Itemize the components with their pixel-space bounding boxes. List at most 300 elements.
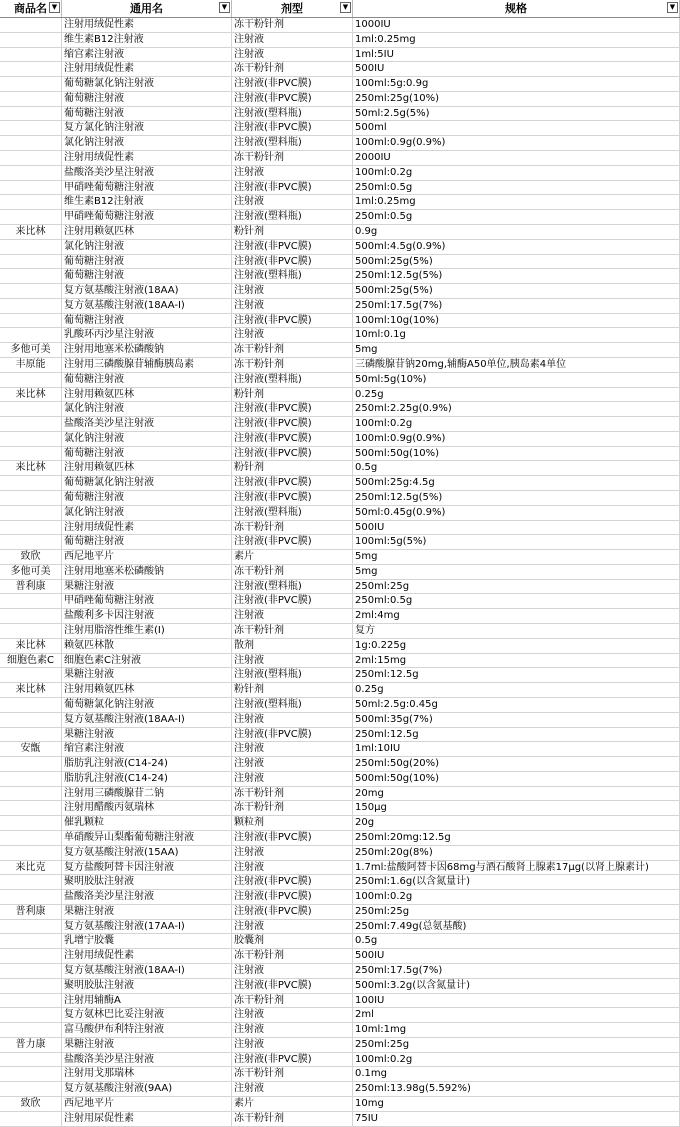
cell-specification[interactable]: 复方 bbox=[353, 624, 680, 639]
cell-specification[interactable]: 100ml:0.9g(0.9%) bbox=[353, 432, 680, 447]
cell-trade-name[interactable]: 普利康 bbox=[0, 905, 62, 920]
cell-generic-name[interactable]: 注射用三磷酸腺苷辅酶胰岛素 bbox=[62, 358, 232, 373]
cell-dosage-form[interactable]: 冻干粉针剂 bbox=[232, 343, 353, 358]
cell-trade-name[interactable] bbox=[0, 210, 62, 225]
cell-dosage-form[interactable]: 注射液 bbox=[232, 609, 353, 624]
cell-specification[interactable]: 2ml:4mg bbox=[353, 609, 680, 624]
cell-specification[interactable]: 0.1mg bbox=[353, 1067, 680, 1082]
cell-generic-name[interactable]: 单硝酸异山梨酯葡萄糖注射液 bbox=[62, 831, 232, 846]
cell-trade-name[interactable] bbox=[0, 299, 62, 314]
cell-generic-name[interactable]: 氯化钠注射液 bbox=[62, 402, 232, 417]
cell-generic-name[interactable]: 甲硝唑葡萄糖注射液 bbox=[62, 181, 232, 196]
cell-specification[interactable]: 5mg bbox=[353, 550, 680, 565]
cell-generic-name[interactable]: 果糖注射液 bbox=[62, 668, 232, 683]
cell-generic-name[interactable]: 复方氨基酸注射液(18AA-I) bbox=[62, 964, 232, 979]
cell-specification[interactable]: 500ml:4.5g(0.9%) bbox=[353, 240, 680, 255]
cell-generic-name[interactable]: 葡萄糖氯化钠注射液 bbox=[62, 698, 232, 713]
cell-specification[interactable]: 250ml:20g(8%) bbox=[353, 846, 680, 861]
cell-generic-name[interactable]: 复方氨基酸注射液(9AA) bbox=[62, 1082, 232, 1097]
cell-dosage-form[interactable]: 注射液(非PVC膜) bbox=[232, 240, 353, 255]
cell-specification[interactable]: 10ml:1mg bbox=[353, 1023, 680, 1038]
cell-generic-name[interactable]: 注射用三磷酸腺苷二钠 bbox=[62, 787, 232, 802]
cell-specification[interactable]: 250ml:12.5g(5%) bbox=[353, 491, 680, 506]
cell-specification[interactable]: 250ml:17.5g(7%) bbox=[353, 299, 680, 314]
cell-specification[interactable]: 250ml:12.5g bbox=[353, 668, 680, 683]
cell-dosage-form[interactable]: 注射液 bbox=[232, 328, 353, 343]
cell-dosage-form[interactable]: 冻干粉针剂 bbox=[232, 787, 353, 802]
cell-dosage-form[interactable]: 注射液(非PVC膜) bbox=[232, 181, 353, 196]
cell-trade-name[interactable]: 多他可美 bbox=[0, 343, 62, 358]
cell-trade-name[interactable] bbox=[0, 195, 62, 210]
cell-dosage-form[interactable]: 冻干粉针剂 bbox=[232, 624, 353, 639]
cell-specification[interactable]: 500ml:35g(7%) bbox=[353, 713, 680, 728]
cell-trade-name[interactable] bbox=[0, 181, 62, 196]
cell-specification[interactable]: 250ml:17.5g(7%) bbox=[353, 964, 680, 979]
cell-generic-name[interactable]: 脂肪乳注射液(C14-24) bbox=[62, 772, 232, 787]
cell-specification[interactable]: 250ml:12.5g(5%) bbox=[353, 269, 680, 284]
cell-generic-name[interactable]: 注射用地塞米松磷酸钠 bbox=[62, 565, 232, 580]
cell-trade-name[interactable]: 细胞色素C bbox=[0, 654, 62, 669]
cell-specification[interactable]: 20mg bbox=[353, 787, 680, 802]
cell-generic-name[interactable]: 葡萄糖氯化钠注射液 bbox=[62, 77, 232, 92]
cell-dosage-form[interactable]: 注射液(塑料瓶) bbox=[232, 668, 353, 683]
cell-trade-name[interactable] bbox=[0, 949, 62, 964]
cell-specification[interactable]: 100ml:0.2g bbox=[353, 1053, 680, 1068]
cell-dosage-form[interactable]: 注射液(非PVC膜) bbox=[232, 432, 353, 447]
cell-dosage-form[interactable]: 注射液 bbox=[232, 742, 353, 757]
cell-generic-name[interactable]: 氯化钠注射液 bbox=[62, 506, 232, 521]
cell-trade-name[interactable] bbox=[0, 787, 62, 802]
cell-generic-name[interactable]: 葡萄糖注射液 bbox=[62, 107, 232, 122]
cell-trade-name[interactable]: 来比林 bbox=[0, 639, 62, 654]
cell-trade-name[interactable] bbox=[0, 328, 62, 343]
cell-specification[interactable]: 250ml:13.98g(5.592%) bbox=[353, 1082, 680, 1097]
cell-trade-name[interactable] bbox=[0, 846, 62, 861]
cell-trade-name[interactable] bbox=[0, 373, 62, 388]
cell-generic-name[interactable]: 注射用赖氨匹林 bbox=[62, 388, 232, 403]
cell-dosage-form[interactable]: 注射液(非PVC膜) bbox=[232, 594, 353, 609]
cell-trade-name[interactable] bbox=[0, 1053, 62, 1068]
cell-specification[interactable]: 500ml:25g(5%) bbox=[353, 284, 680, 299]
cell-trade-name[interactable] bbox=[0, 1112, 62, 1127]
cell-specification[interactable]: 100ml:0.2g bbox=[353, 890, 680, 905]
cell-trade-name[interactable] bbox=[0, 33, 62, 48]
dropdown-arrow-icon[interactable]: ▼ bbox=[219, 2, 230, 13]
cell-specification[interactable]: 250ml:1.6g(以含氮量计) bbox=[353, 875, 680, 890]
cell-dosage-form[interactable]: 注射液 bbox=[232, 48, 353, 63]
cell-dosage-form[interactable]: 注射液(非PVC膜) bbox=[232, 535, 353, 550]
cell-generic-name[interactable]: 注射用赖氨匹林 bbox=[62, 683, 232, 698]
cell-dosage-form[interactable]: 注射液 bbox=[232, 1038, 353, 1053]
cell-specification[interactable]: 250ml:0.5g bbox=[353, 210, 680, 225]
cell-specification[interactable]: 100IU bbox=[353, 994, 680, 1009]
cell-generic-name[interactable]: 葡萄糖注射液 bbox=[62, 491, 232, 506]
dropdown-arrow-icon[interactable]: ▼ bbox=[340, 2, 351, 13]
cell-generic-name[interactable]: 聚明胶肽注射液 bbox=[62, 875, 232, 890]
cell-dosage-form[interactable]: 注射液 bbox=[232, 861, 353, 876]
cell-trade-name[interactable] bbox=[0, 476, 62, 491]
cell-specification[interactable]: 0.25g bbox=[353, 683, 680, 698]
cell-trade-name[interactable]: 安甑 bbox=[0, 742, 62, 757]
cell-generic-name[interactable]: 注射用绒促性素 bbox=[62, 151, 232, 166]
cell-generic-name[interactable]: 西尼地平片 bbox=[62, 1097, 232, 1112]
cell-trade-name[interactable]: 丰原能 bbox=[0, 358, 62, 373]
cell-trade-name[interactable]: 来比克 bbox=[0, 861, 62, 876]
cell-specification[interactable]: 250ml:0.5g bbox=[353, 181, 680, 196]
cell-dosage-form[interactable]: 粉针剂 bbox=[232, 388, 353, 403]
cell-trade-name[interactable] bbox=[0, 1082, 62, 1097]
cell-specification[interactable]: 250ml:2.25g(0.9%) bbox=[353, 402, 680, 417]
cell-dosage-form[interactable]: 注射液(非PVC膜) bbox=[232, 831, 353, 846]
cell-specification[interactable]: 1000IU bbox=[353, 18, 680, 33]
cell-trade-name[interactable] bbox=[0, 314, 62, 329]
cell-dosage-form[interactable]: 注射液 bbox=[232, 713, 353, 728]
cell-trade-name[interactable] bbox=[0, 62, 62, 77]
cell-dosage-form[interactable]: 颗粒剂 bbox=[232, 816, 353, 831]
cell-specification[interactable]: 10ml:0.1g bbox=[353, 328, 680, 343]
cell-dosage-form[interactable]: 冻干粉针剂 bbox=[232, 1112, 353, 1127]
cell-dosage-form[interactable]: 注射液 bbox=[232, 846, 353, 861]
cell-dosage-form[interactable]: 胶囊剂 bbox=[232, 934, 353, 949]
cell-generic-name[interactable]: 注射用绒促性素 bbox=[62, 949, 232, 964]
cell-trade-name[interactable]: 致欣 bbox=[0, 550, 62, 565]
cell-generic-name[interactable]: 注射用醋酸丙氨瑞林 bbox=[62, 801, 232, 816]
cell-generic-name[interactable]: 复方氨基酸注射液(18AA-I) bbox=[62, 299, 232, 314]
cell-trade-name[interactable]: 来比林 bbox=[0, 388, 62, 403]
cell-dosage-form[interactable]: 注射液 bbox=[232, 1023, 353, 1038]
cell-generic-name[interactable]: 注射用地塞米松磷酸钠 bbox=[62, 343, 232, 358]
cell-trade-name[interactable] bbox=[0, 979, 62, 994]
cell-dosage-form[interactable]: 注射液(非PVC膜) bbox=[232, 476, 353, 491]
cell-generic-name[interactable]: 注射用脂溶性维生素(Ⅰ) bbox=[62, 624, 232, 639]
cell-trade-name[interactable] bbox=[0, 284, 62, 299]
cell-trade-name[interactable] bbox=[0, 166, 62, 181]
cell-specification[interactable]: 50ml:5g(10%) bbox=[353, 373, 680, 388]
cell-generic-name[interactable]: 葡萄糖注射液 bbox=[62, 314, 232, 329]
cell-trade-name[interactable]: 多他可美 bbox=[0, 565, 62, 580]
cell-dosage-form[interactable]: 注射液(非PVC膜) bbox=[232, 121, 353, 136]
cell-dosage-form[interactable]: 注射液(塑料瓶) bbox=[232, 580, 353, 595]
cell-dosage-form[interactable]: 冻干粉针剂 bbox=[232, 1067, 353, 1082]
cell-generic-name[interactable]: 果糖注射液 bbox=[62, 728, 232, 743]
cell-generic-name[interactable]: 维生素B12注射液 bbox=[62, 33, 232, 48]
cell-generic-name[interactable]: 盐酸利多卡因注射液 bbox=[62, 609, 232, 624]
cell-dosage-form[interactable]: 注射液 bbox=[232, 195, 353, 210]
cell-trade-name[interactable] bbox=[0, 107, 62, 122]
cell-dosage-form[interactable]: 注射液(塑料瓶) bbox=[232, 506, 353, 521]
cell-generic-name[interactable]: 西尼地平片 bbox=[62, 550, 232, 565]
cell-specification[interactable]: 0.5g bbox=[353, 934, 680, 949]
cell-trade-name[interactable] bbox=[0, 609, 62, 624]
cell-dosage-form[interactable]: 注射液(非PVC膜) bbox=[232, 1053, 353, 1068]
cell-specification[interactable]: 500ml:3.2g(以含氮量计) bbox=[353, 979, 680, 994]
cell-dosage-form[interactable]: 注射液 bbox=[232, 920, 353, 935]
cell-generic-name[interactable]: 注射用绒促性素 bbox=[62, 521, 232, 536]
cell-dosage-form[interactable]: 注射液(非PVC膜) bbox=[232, 77, 353, 92]
cell-generic-name[interactable]: 缩宫素注射液 bbox=[62, 48, 232, 63]
cell-generic-name[interactable]: 乳酸环丙沙星注射液 bbox=[62, 328, 232, 343]
cell-trade-name[interactable] bbox=[0, 698, 62, 713]
cell-specification[interactable]: 250ml:0.5g bbox=[353, 594, 680, 609]
cell-specification[interactable]: 150μg bbox=[353, 801, 680, 816]
cell-trade-name[interactable]: 致欣 bbox=[0, 1097, 62, 1112]
cell-generic-name[interactable]: 注射用赖氨匹林 bbox=[62, 461, 232, 476]
cell-trade-name[interactable] bbox=[0, 506, 62, 521]
cell-generic-name[interactable]: 盐酸洛美沙星注射液 bbox=[62, 890, 232, 905]
cell-specification[interactable]: 500ml bbox=[353, 121, 680, 136]
cell-trade-name[interactable] bbox=[0, 1008, 62, 1023]
cell-trade-name[interactable] bbox=[0, 994, 62, 1009]
cell-generic-name[interactable]: 复方氯化钠注射液 bbox=[62, 121, 232, 136]
cell-generic-name[interactable]: 葡萄糖注射液 bbox=[62, 373, 232, 388]
cell-specification[interactable]: 50ml:2.5g:0.45g bbox=[353, 698, 680, 713]
cell-generic-name[interactable]: 果糖注射液 bbox=[62, 905, 232, 920]
cell-trade-name[interactable] bbox=[0, 668, 62, 683]
cell-specification[interactable]: 10mg bbox=[353, 1097, 680, 1112]
cell-trade-name[interactable] bbox=[0, 432, 62, 447]
cell-trade-name[interactable] bbox=[0, 48, 62, 63]
cell-trade-name[interactable] bbox=[0, 831, 62, 846]
cell-dosage-form[interactable]: 注射液(塑料瓶) bbox=[232, 210, 353, 225]
cell-trade-name[interactable]: 普利康 bbox=[0, 580, 62, 595]
cell-dosage-form[interactable]: 注射液 bbox=[232, 772, 353, 787]
cell-specification[interactable]: 250ml:20mg:12.5g bbox=[353, 831, 680, 846]
cell-generic-name[interactable]: 甲硝唑葡萄糖注射液 bbox=[62, 594, 232, 609]
cell-specification[interactable]: 100ml:5g(5%) bbox=[353, 535, 680, 550]
cell-dosage-form[interactable]: 粉针剂 bbox=[232, 225, 353, 240]
cell-specification[interactable]: 250ml:7.49g(总氨基酸) bbox=[353, 920, 680, 935]
cell-generic-name[interactable]: 氯化钠注射液 bbox=[62, 240, 232, 255]
cell-specification[interactable]: 100ml:10g(10%) bbox=[353, 314, 680, 329]
cell-dosage-form[interactable]: 注射液 bbox=[232, 299, 353, 314]
cell-generic-name[interactable]: 维生素B12注射液 bbox=[62, 195, 232, 210]
cell-specification[interactable]: 500ml:25g(5%) bbox=[353, 255, 680, 270]
cell-trade-name[interactable] bbox=[0, 417, 62, 432]
cell-trade-name[interactable] bbox=[0, 920, 62, 935]
cell-generic-name[interactable]: 盐酸洛美沙星注射液 bbox=[62, 417, 232, 432]
cell-dosage-form[interactable]: 注射液(非PVC膜) bbox=[232, 890, 353, 905]
cell-trade-name[interactable] bbox=[0, 728, 62, 743]
cell-trade-name[interactable] bbox=[0, 816, 62, 831]
cell-trade-name[interactable] bbox=[0, 77, 62, 92]
cell-specification[interactable]: 1ml:0.25mg bbox=[353, 33, 680, 48]
cell-generic-name[interactable]: 富马酸伊布利特注射液 bbox=[62, 1023, 232, 1038]
cell-dosage-form[interactable]: 注射液(非PVC膜) bbox=[232, 402, 353, 417]
cell-dosage-form[interactable]: 注射液(塑料瓶) bbox=[232, 107, 353, 122]
cell-dosage-form[interactable]: 注射液 bbox=[232, 33, 353, 48]
cell-trade-name[interactable] bbox=[0, 757, 62, 772]
cell-specification[interactable]: 100ml:5g:0.9g bbox=[353, 77, 680, 92]
cell-dosage-form[interactable]: 冻干粉针剂 bbox=[232, 151, 353, 166]
cell-generic-name[interactable]: 葡萄糖注射液 bbox=[62, 447, 232, 462]
cell-dosage-form[interactable]: 冻干粉针剂 bbox=[232, 801, 353, 816]
cell-generic-name[interactable]: 注射用赖氨匹林 bbox=[62, 225, 232, 240]
cell-generic-name[interactable]: 聚明胶肽注射液 bbox=[62, 979, 232, 994]
cell-dosage-form[interactable]: 素片 bbox=[232, 1097, 353, 1112]
cell-dosage-form[interactable]: 注射液(非PVC膜) bbox=[232, 905, 353, 920]
cell-dosage-form[interactable]: 注射液(非PVC膜) bbox=[232, 314, 353, 329]
cell-dosage-form[interactable]: 注射液(非PVC膜) bbox=[232, 491, 353, 506]
cell-specification[interactable]: 75IU bbox=[353, 1112, 680, 1127]
cell-dosage-form[interactable]: 冻干粉针剂 bbox=[232, 521, 353, 536]
cell-generic-name[interactable]: 复方氨基酸注射液(17AA-I) bbox=[62, 920, 232, 935]
cell-trade-name[interactable] bbox=[0, 801, 62, 816]
cell-trade-name[interactable] bbox=[0, 447, 62, 462]
cell-dosage-form[interactable]: 冻干粉针剂 bbox=[232, 18, 353, 33]
cell-trade-name[interactable] bbox=[0, 402, 62, 417]
cell-dosage-form[interactable]: 注射液 bbox=[232, 284, 353, 299]
cell-generic-name[interactable]: 脂肪乳注射液(C14-24) bbox=[62, 757, 232, 772]
cell-trade-name[interactable]: 普力康 bbox=[0, 1038, 62, 1053]
cell-trade-name[interactable] bbox=[0, 1023, 62, 1038]
cell-trade-name[interactable] bbox=[0, 491, 62, 506]
cell-dosage-form[interactable]: 注射液 bbox=[232, 1008, 353, 1023]
cell-specification[interactable]: 500ml:50g(10%) bbox=[353, 447, 680, 462]
cell-trade-name[interactable] bbox=[0, 18, 62, 33]
cell-generic-name[interactable]: 注射用尿促性素 bbox=[62, 1112, 232, 1127]
cell-generic-name[interactable]: 氯化钠注射液 bbox=[62, 136, 232, 151]
cell-generic-name[interactable]: 果糖注射液 bbox=[62, 1038, 232, 1053]
cell-generic-name[interactable]: 注射用辅酶A bbox=[62, 994, 232, 1009]
cell-dosage-form[interactable]: 冻干粉针剂 bbox=[232, 62, 353, 77]
cell-specification[interactable]: 1ml:0.25mg bbox=[353, 195, 680, 210]
cell-trade-name[interactable] bbox=[0, 713, 62, 728]
cell-specification[interactable]: 0.5g bbox=[353, 461, 680, 476]
cell-generic-name[interactable]: 注射用绒促性素 bbox=[62, 62, 232, 77]
cell-dosage-form[interactable]: 冻干粉针剂 bbox=[232, 949, 353, 964]
cell-generic-name[interactable]: 注射用绒促性素 bbox=[62, 18, 232, 33]
cell-generic-name[interactable]: 注射用戈那瑞林 bbox=[62, 1067, 232, 1082]
cell-specification[interactable]: 1ml:5IU bbox=[353, 48, 680, 63]
cell-generic-name[interactable]: 复方盐酸阿替卡因注射液 bbox=[62, 861, 232, 876]
cell-dosage-form[interactable]: 注射液(非PVC膜) bbox=[232, 447, 353, 462]
cell-dosage-form[interactable]: 注射液 bbox=[232, 1082, 353, 1097]
cell-specification[interactable]: 5mg bbox=[353, 565, 680, 580]
cell-specification[interactable]: 250ml:25g bbox=[353, 580, 680, 595]
cell-generic-name[interactable]: 复方氨基酸注射液(15AA) bbox=[62, 846, 232, 861]
cell-specification[interactable]: 500IU bbox=[353, 949, 680, 964]
cell-specification[interactable]: 250ml:12.5g bbox=[353, 728, 680, 743]
cell-trade-name[interactable] bbox=[0, 121, 62, 136]
cell-specification[interactable]: 50ml:2.5g(5%) bbox=[353, 107, 680, 122]
cell-trade-name[interactable] bbox=[0, 772, 62, 787]
cell-dosage-form[interactable]: 粉针剂 bbox=[232, 683, 353, 698]
cell-trade-name[interactable] bbox=[0, 151, 62, 166]
cell-trade-name[interactable]: 来比林 bbox=[0, 461, 62, 476]
cell-specification[interactable]: 250ml:25g bbox=[353, 1038, 680, 1053]
cell-generic-name[interactable]: 葡萄糖氯化钠注射液 bbox=[62, 476, 232, 491]
cell-generic-name[interactable]: 复方氨基酸注射液(18AA-I) bbox=[62, 713, 232, 728]
cell-generic-name[interactable]: 甲硝唑葡萄糖注射液 bbox=[62, 210, 232, 225]
cell-trade-name[interactable] bbox=[0, 875, 62, 890]
cell-trade-name[interactable] bbox=[0, 624, 62, 639]
cell-specification[interactable]: 0.25g bbox=[353, 388, 680, 403]
cell-trade-name[interactable] bbox=[0, 594, 62, 609]
cell-specification[interactable]: 1.7ml:盐酸阿替卡因68mg与酒石酸肾上腺素17μg(以肾上腺素计) bbox=[353, 861, 680, 876]
cell-generic-name[interactable]: 盐酸洛美沙星注射液 bbox=[62, 166, 232, 181]
cell-specification[interactable]: 0.9g bbox=[353, 225, 680, 240]
cell-generic-name[interactable]: 氯化钠注射液 bbox=[62, 432, 232, 447]
cell-specification[interactable]: 2ml bbox=[353, 1008, 680, 1023]
cell-trade-name[interactable] bbox=[0, 964, 62, 979]
cell-dosage-form[interactable]: 注射液(非PVC膜) bbox=[232, 255, 353, 270]
cell-specification[interactable]: 500ml:50g(10%) bbox=[353, 772, 680, 787]
cell-dosage-form[interactable]: 冻干粉针剂 bbox=[232, 358, 353, 373]
cell-specification[interactable]: 2ml:15mg bbox=[353, 654, 680, 669]
cell-trade-name[interactable] bbox=[0, 890, 62, 905]
cell-trade-name[interactable] bbox=[0, 255, 62, 270]
cell-dosage-form[interactable]: 注射液(塑料瓶) bbox=[232, 269, 353, 284]
cell-specification[interactable]: 500IU bbox=[353, 521, 680, 536]
cell-generic-name[interactable]: 葡萄糖注射液 bbox=[62, 255, 232, 270]
cell-generic-name[interactable]: 果糖注射液 bbox=[62, 580, 232, 595]
cell-dosage-form[interactable]: 冻干粉针剂 bbox=[232, 565, 353, 580]
cell-trade-name[interactable]: 来比林 bbox=[0, 225, 62, 240]
cell-generic-name[interactable]: 葡萄糖注射液 bbox=[62, 269, 232, 284]
cell-dosage-form[interactable]: 注射液(非PVC膜) bbox=[232, 875, 353, 890]
cell-dosage-form[interactable]: 素片 bbox=[232, 550, 353, 565]
cell-trade-name[interactable] bbox=[0, 92, 62, 107]
cell-generic-name[interactable]: 盐酸洛美沙星注射液 bbox=[62, 1053, 232, 1068]
cell-trade-name[interactable] bbox=[0, 521, 62, 536]
cell-dosage-form[interactable]: 注射液(非PVC膜) bbox=[232, 417, 353, 432]
dropdown-arrow-icon[interactable]: ▼ bbox=[49, 2, 60, 13]
cell-trade-name[interactable] bbox=[0, 269, 62, 284]
cell-specification[interactable]: 500ml:25g:4.5g bbox=[353, 476, 680, 491]
cell-trade-name[interactable] bbox=[0, 136, 62, 151]
cell-specification[interactable]: 250ml:50g(20%) bbox=[353, 757, 680, 772]
cell-specification[interactable]: 250ml:25g bbox=[353, 905, 680, 920]
cell-generic-name[interactable]: 复方氨基酸注射液(18AA) bbox=[62, 284, 232, 299]
cell-dosage-form[interactable]: 注射液(塑料瓶) bbox=[232, 373, 353, 388]
cell-dosage-form[interactable]: 粉针剂 bbox=[232, 461, 353, 476]
cell-specification[interactable]: 1g:0.225g bbox=[353, 639, 680, 654]
cell-generic-name[interactable]: 细胞色素C注射液 bbox=[62, 654, 232, 669]
cell-specification[interactable]: 100ml:0.2g bbox=[353, 417, 680, 432]
cell-trade-name[interactable] bbox=[0, 934, 62, 949]
cell-specification[interactable]: 三磷酸腺苷钠20mg,辅酶A50单位,胰岛素4单位 bbox=[353, 358, 680, 373]
cell-generic-name[interactable]: 赖氨匹林散 bbox=[62, 639, 232, 654]
cell-specification[interactable]: 100ml:0.9g(0.9%) bbox=[353, 136, 680, 151]
cell-generic-name[interactable]: 催乳颗粒 bbox=[62, 816, 232, 831]
cell-dosage-form[interactable]: 注射液(非PVC膜) bbox=[232, 728, 353, 743]
cell-specification[interactable]: 250ml:25g(10%) bbox=[353, 92, 680, 107]
cell-generic-name[interactable]: 葡萄糖注射液 bbox=[62, 92, 232, 107]
cell-trade-name[interactable] bbox=[0, 1067, 62, 1082]
cell-generic-name[interactable]: 葡萄糖注射液 bbox=[62, 535, 232, 550]
cell-specification[interactable]: 50ml:0.45g(0.9%) bbox=[353, 506, 680, 521]
cell-trade-name[interactable] bbox=[0, 535, 62, 550]
cell-specification[interactable]: 2000IU bbox=[353, 151, 680, 166]
cell-dosage-form[interactable]: 注射液 bbox=[232, 654, 353, 669]
cell-dosage-form[interactable]: 注射液 bbox=[232, 964, 353, 979]
cell-generic-name[interactable]: 缩宫素注射液 bbox=[62, 742, 232, 757]
cell-dosage-form[interactable]: 注射液 bbox=[232, 757, 353, 772]
cell-dosage-form[interactable]: 冻干粉针剂 bbox=[232, 994, 353, 1009]
cell-specification[interactable]: 100ml:0.2g bbox=[353, 166, 680, 181]
cell-generic-name[interactable]: 乳增宁胶囊 bbox=[62, 934, 232, 949]
cell-dosage-form[interactable]: 注射液(非PVC膜) bbox=[232, 979, 353, 994]
cell-specification[interactable]: 5mg bbox=[353, 343, 680, 358]
cell-dosage-form[interactable]: 注射液(塑料瓶) bbox=[232, 136, 353, 151]
cell-trade-name[interactable] bbox=[0, 240, 62, 255]
cell-specification[interactable]: 20g bbox=[353, 816, 680, 831]
dropdown-arrow-icon[interactable]: ▼ bbox=[667, 2, 678, 13]
cell-dosage-form[interactable]: 注射液 bbox=[232, 166, 353, 181]
cell-trade-name[interactable]: 来比林 bbox=[0, 683, 62, 698]
cell-dosage-form[interactable]: 散剂 bbox=[232, 639, 353, 654]
cell-specification[interactable]: 500IU bbox=[353, 62, 680, 77]
